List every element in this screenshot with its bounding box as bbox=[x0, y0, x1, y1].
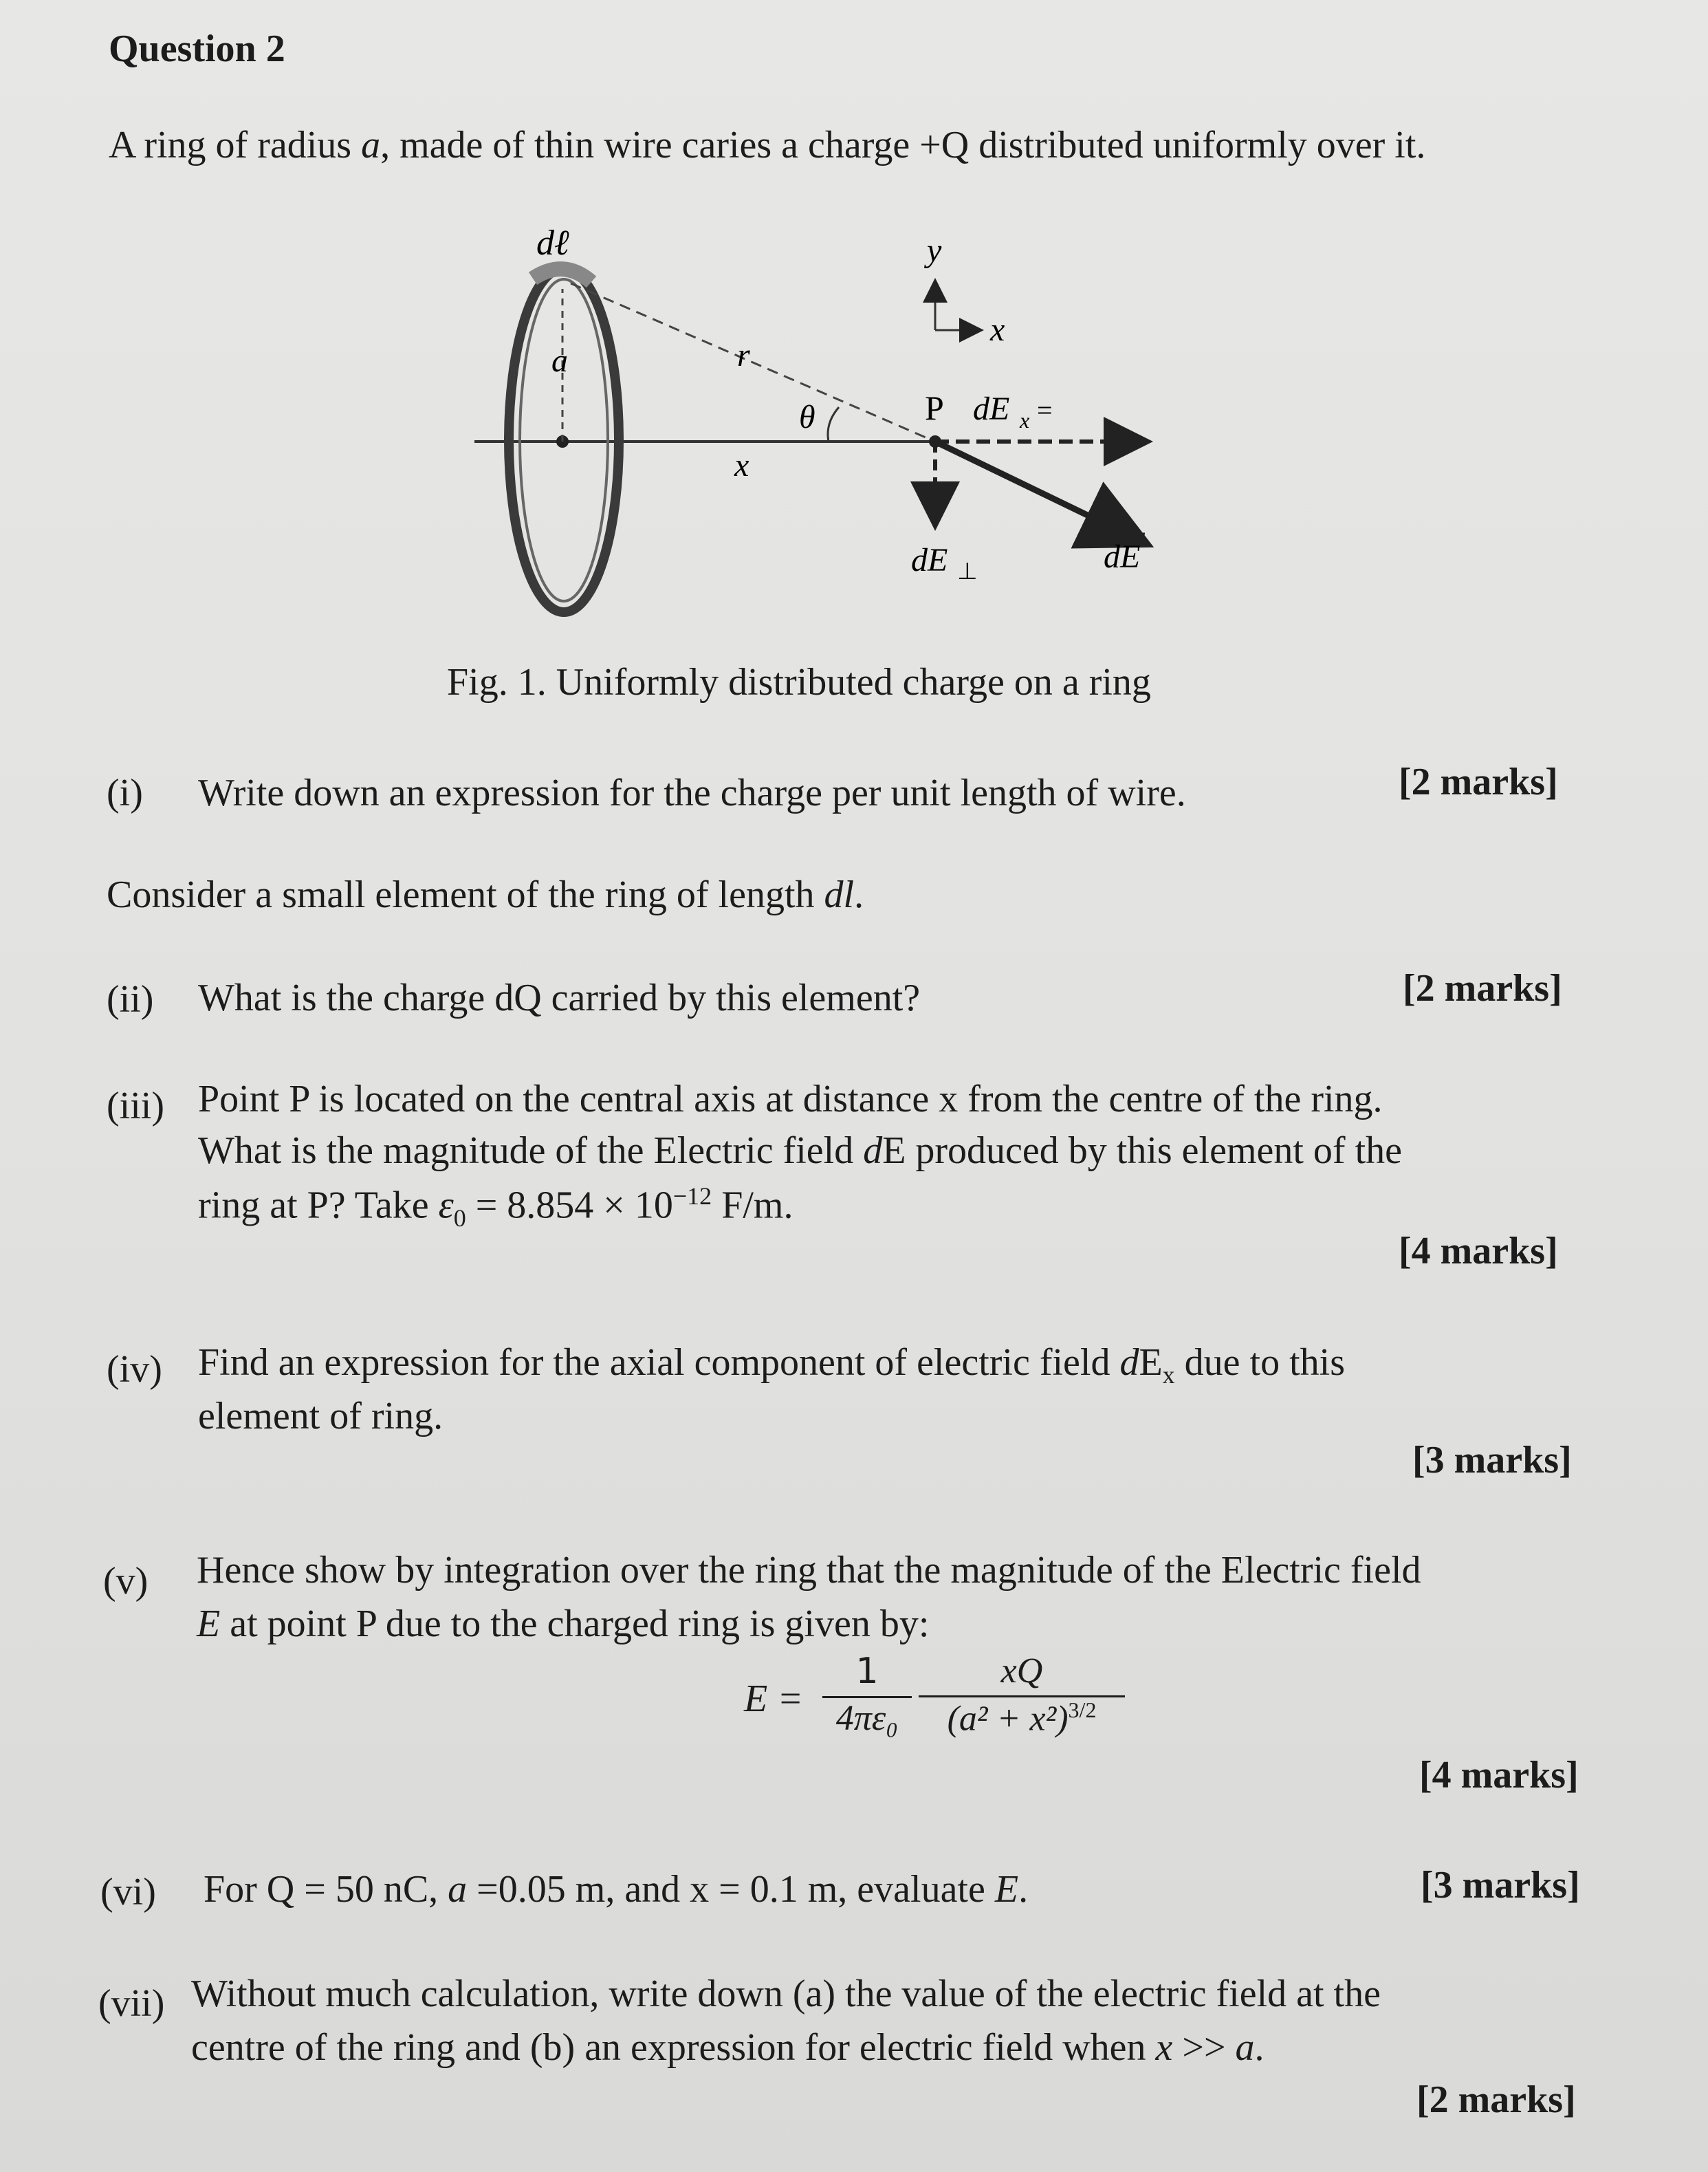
label-a: a bbox=[551, 343, 568, 379]
label-P: P bbox=[925, 389, 944, 427]
label-dEx: dE bbox=[973, 391, 1010, 427]
label-dl: dℓ bbox=[536, 224, 569, 263]
vii-l2-before: centre of the ring and (b) an expression for electric field when bbox=[191, 2026, 1156, 2069]
frac1-den: 4πε₀ bbox=[835, 1699, 899, 1738]
label-y-axis: y bbox=[927, 232, 942, 269]
part-i-marks: [2 marks] bbox=[1399, 761, 1558, 803]
label-dEperp: dE bbox=[911, 542, 948, 578]
part-vi-text bbox=[204, 1867, 1028, 1913]
part-iii-marks: [4 marks] bbox=[1399, 1230, 1558, 1272]
part-iv-line1 bbox=[198, 1340, 1345, 1390]
part-iv-number: (iv) bbox=[107, 1348, 162, 1391]
theta-arc bbox=[828, 407, 839, 442]
label-r: r bbox=[737, 337, 750, 373]
iii-exp: −12 bbox=[672, 1182, 712, 1210]
part-vii-line1: Without much calculation, write down (a) the value of the electric field at the bbox=[191, 1973, 1381, 2015]
iii-l3-mid: = 8.854 × 10 bbox=[466, 1184, 673, 1227]
r-line bbox=[571, 283, 935, 442]
iii-eps: ε bbox=[438, 1184, 454, 1227]
vi-before: For Q = 50 nC, bbox=[204, 1868, 448, 1911]
frac2-num: xQ bbox=[1000, 1651, 1043, 1691]
vii-x: x bbox=[1155, 2026, 1173, 2069]
iv-l1-sub: x bbox=[1162, 1361, 1175, 1389]
frac2-den: (a² + x²) bbox=[947, 1699, 1069, 1739]
label-dEx-eq: = bbox=[1037, 395, 1053, 426]
vi-var-a: a bbox=[448, 1868, 468, 1911]
iii-l2-after: E produced by this element of the bbox=[882, 1129, 1402, 1172]
part-iii-line2 bbox=[198, 1128, 1402, 1174]
consider-before: Consider a small element of the ring of length bbox=[107, 873, 824, 916]
consider-text bbox=[107, 872, 864, 918]
part-i-text: Write down an expression for the charge per unit length of wire. bbox=[198, 772, 1186, 814]
label-x-axis: x bbox=[990, 312, 1005, 348]
v-l2-after: at point P due to the charged ring is given by: bbox=[220, 1603, 930, 1645]
part-vii-number: (vii) bbox=[98, 1982, 165, 2025]
question-title: Question 2 bbox=[109, 28, 285, 70]
part-v-line2 bbox=[197, 1601, 929, 1647]
vi-after: . bbox=[1018, 1868, 1029, 1911]
part-v-line1: Hence show by integration over the ring that the magnitude of the Electric field bbox=[197, 1549, 1421, 1592]
frac2-exp: 3/2 bbox=[1068, 1697, 1097, 1722]
fraction-2 bbox=[919, 1651, 1125, 1739]
part-vi-number: (vi) bbox=[100, 1871, 156, 1913]
label-x-distance: x bbox=[734, 447, 749, 484]
label-theta: θ bbox=[799, 399, 815, 435]
vi-var-E: E bbox=[994, 1868, 1019, 1911]
iii-l2-var: d bbox=[863, 1129, 883, 1172]
vii-gg: >> bbox=[1172, 2026, 1236, 2069]
intro-before: A ring of radius bbox=[109, 124, 362, 166]
part-iii-number: (iii) bbox=[107, 1085, 164, 1127]
label-dEperp-sub: ⊥ bbox=[957, 559, 978, 585]
v-l2-var: E bbox=[197, 1603, 221, 1645]
iv-l1-mid: E bbox=[1139, 1341, 1163, 1384]
consider-var: dl bbox=[824, 873, 855, 916]
iii-l3-after: F/m. bbox=[712, 1184, 793, 1227]
iv-l1-before: Find an expression for the axial component of electric field bbox=[198, 1341, 1120, 1384]
part-iii-line3 bbox=[198, 1182, 793, 1233]
part-iii-line1: Point P is located on the central axis at distance x from the centre of the ring. bbox=[198, 1078, 1383, 1120]
label-dE: dE bbox=[1104, 539, 1141, 575]
part-v-number: (v) bbox=[103, 1560, 149, 1603]
ring-figure bbox=[468, 220, 1183, 660]
vi-mid: =0.05 m, and x = 0.1 m, evaluate bbox=[467, 1868, 995, 1911]
part-v-marks: [4 marks] bbox=[1419, 1754, 1579, 1796]
vii-a: a bbox=[1235, 2026, 1255, 2069]
part-iv-line2: element of ring. bbox=[198, 1395, 444, 1437]
part-ii-number: (ii) bbox=[107, 978, 154, 1021]
equation-lhs: E = bbox=[744, 1677, 803, 1720]
dE-arrow bbox=[935, 442, 1143, 542]
label-dEx-sub: x bbox=[1020, 408, 1030, 433]
part-ii-marks: [2 marks] bbox=[1403, 967, 1562, 1010]
intro-text bbox=[109, 122, 1425, 169]
iii-l3-before: ring at P? Take bbox=[198, 1184, 439, 1227]
figure-caption: Fig. 1. Uniformly distributed charge on a ring bbox=[447, 661, 1151, 704]
iii-eps-sub: 0 bbox=[453, 1204, 466, 1232]
part-i-number: (i) bbox=[107, 772, 143, 814]
iii-l2-before: What is the magnitude of the Electric field bbox=[198, 1129, 864, 1172]
consider-after: . bbox=[854, 873, 864, 916]
vii-l2-after: . bbox=[1254, 2026, 1264, 2069]
fraction-1 bbox=[822, 1651, 912, 1739]
part-vi-marks: [3 marks] bbox=[1421, 1864, 1580, 1907]
part-iv-marks: [3 marks] bbox=[1412, 1439, 1572, 1481]
intro-var-a: a bbox=[361, 124, 381, 166]
part-ii-text: What is the charge dQ carried by this element? bbox=[198, 977, 921, 1019]
intro-after: , made of thin wire caries a charge +Q distributed uniformly over it. bbox=[380, 124, 1426, 166]
iv-l1-var: d bbox=[1119, 1341, 1139, 1384]
part-vii-marks: [2 marks] bbox=[1416, 2078, 1576, 2121]
iv-l1-after: due to this bbox=[1174, 1341, 1345, 1384]
part-vii-line2 bbox=[191, 2025, 1264, 2071]
point-P bbox=[929, 435, 941, 448]
frac1-num: 1 bbox=[855, 1651, 879, 1692]
